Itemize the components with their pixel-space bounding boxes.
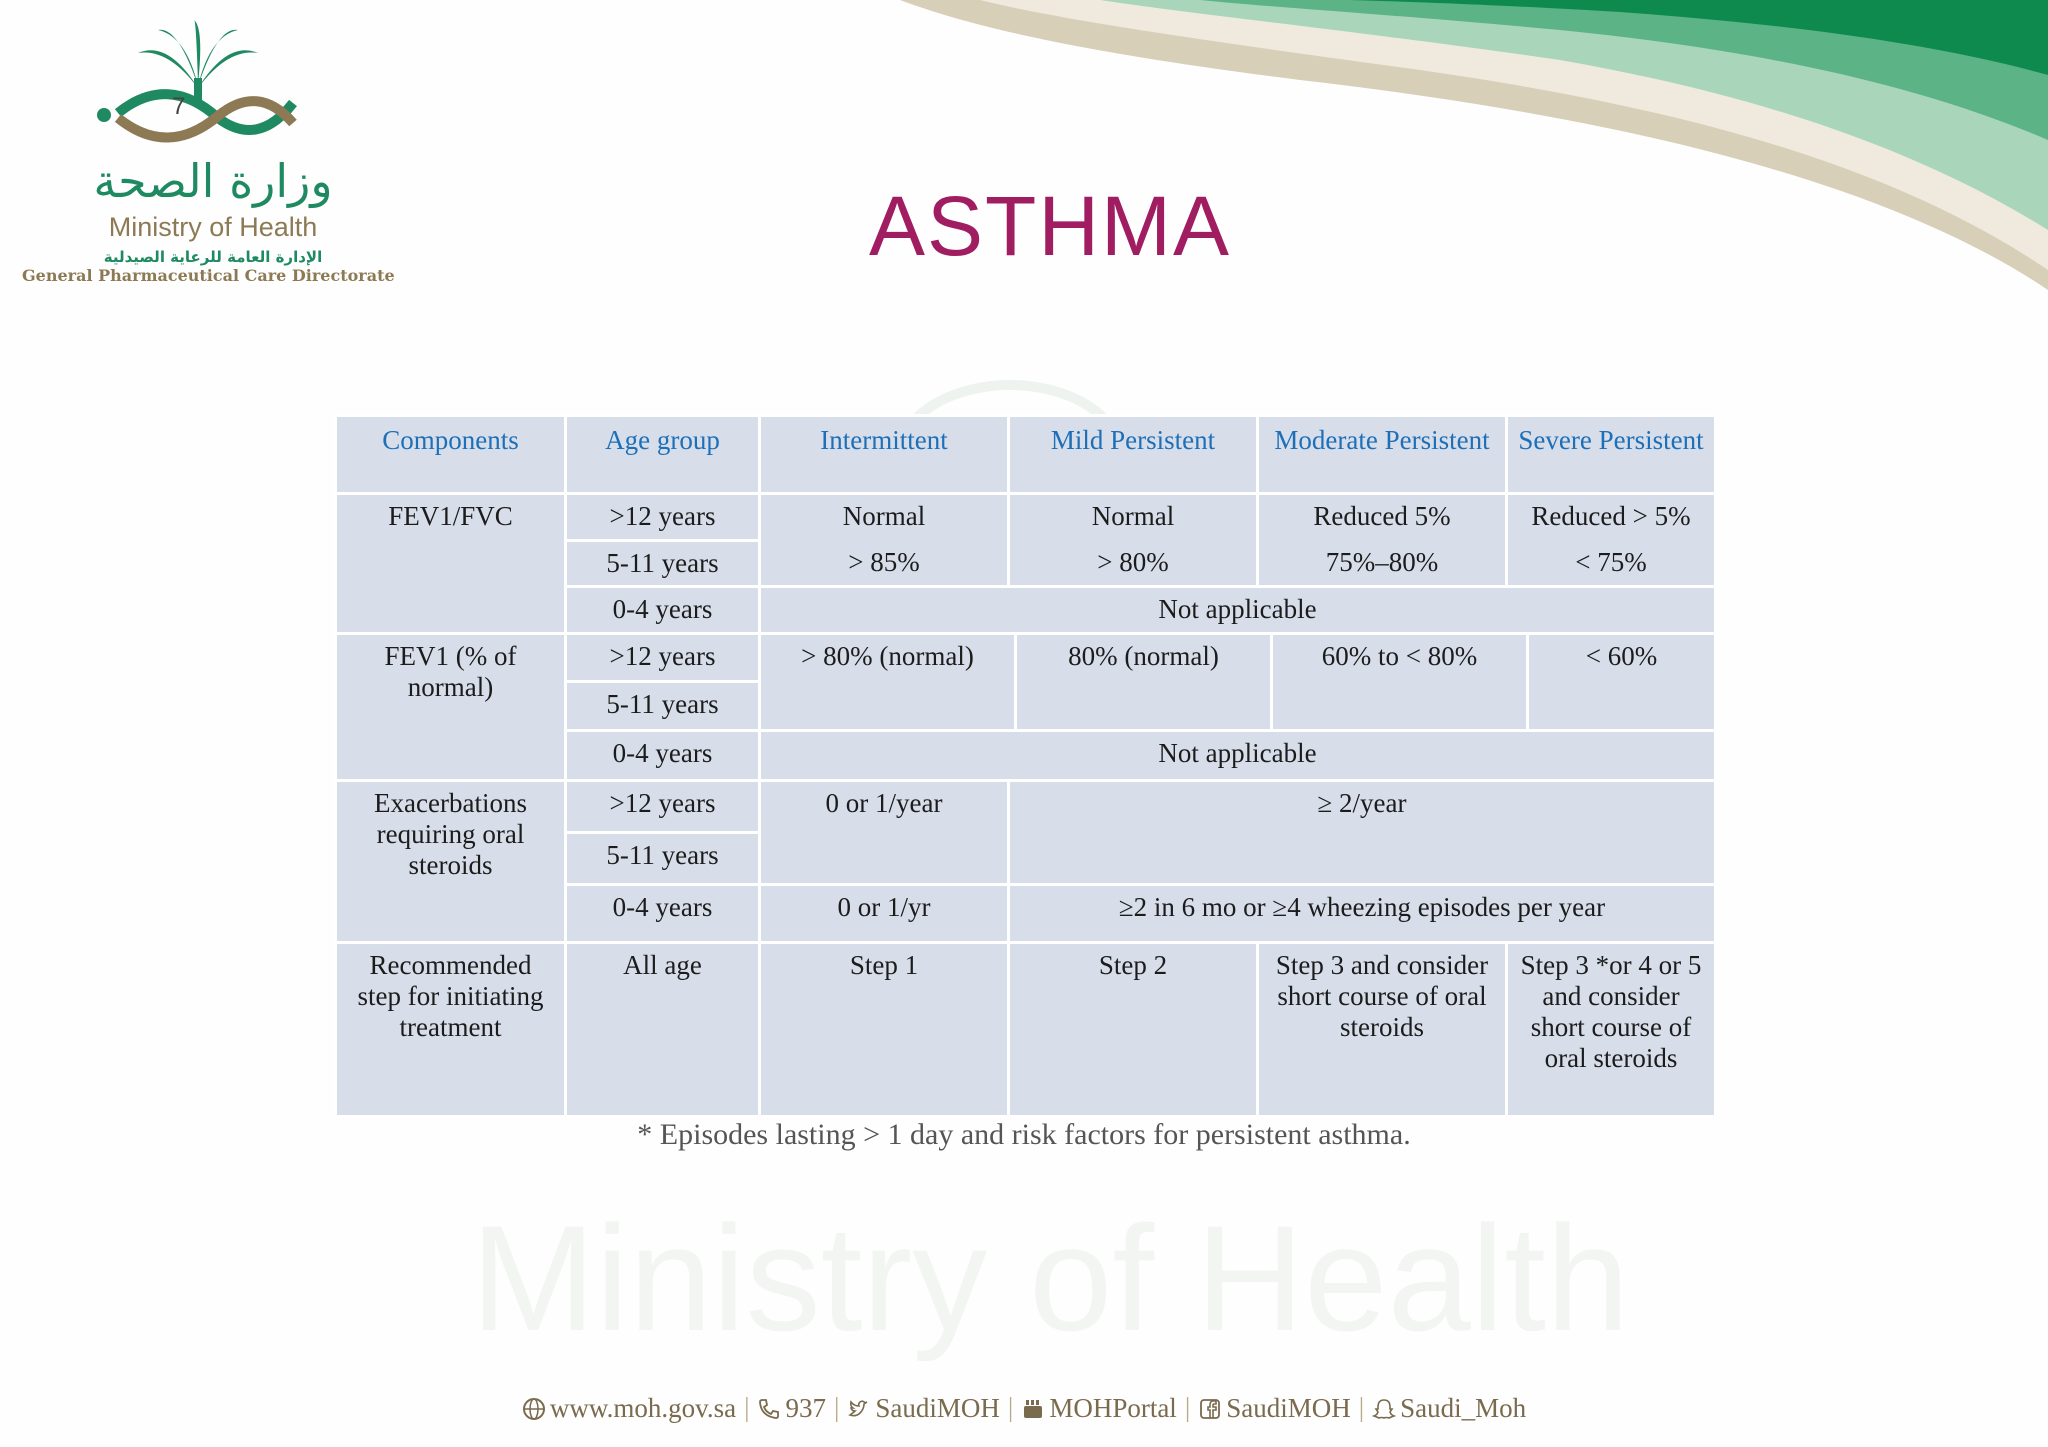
footer-website[interactable] [522, 1391, 736, 1424]
age-cell: >12 years [566, 634, 760, 682]
age-cell: All age [566, 942, 760, 1116]
age-cell: 0-4 years [566, 587, 760, 634]
header-age-group: Age group [566, 416, 760, 494]
fev1-values-subtable [761, 635, 1714, 729]
age-cell: 5-11 years [566, 832, 760, 884]
header-severe-persistent: Severe Persistent [1507, 416, 1716, 494]
table-cell: Step 3 *or 4 or 5 and consider short course of oral steroids [1507, 942, 1716, 1116]
footer-phone-text: 937 [785, 1393, 826, 1424]
component-treatment: Recommended step for initiating treatment [336, 942, 566, 1116]
table-header-row [336, 416, 1716, 494]
table-cell: Normal [760, 494, 1009, 541]
table-cell: Step 3 and consider short course of oral steroids [1258, 942, 1507, 1116]
footer-youtube-text: MOHPortal [1049, 1393, 1177, 1424]
footer-separator: | [1007, 1392, 1014, 1423]
header-intermittent: Intermittent [760, 416, 1009, 494]
footer-twitter-text: SaudiMOH [875, 1393, 1000, 1424]
table-cell-not-applicable: Not applicable [760, 731, 1716, 781]
footnote: * Episodes lasting > 1 day and risk factors for persistent asthma. [637, 1118, 1411, 1151]
age-cell: >12 years [566, 494, 760, 541]
header-components: Components [336, 416, 566, 494]
footer-facebook[interactable] [1198, 1391, 1351, 1424]
component-fev1fvc: FEV1/FVC [336, 494, 566, 634]
footer-separator: | [1358, 1392, 1365, 1423]
fev1-values-group [760, 634, 1716, 731]
footer-separator: | [1184, 1392, 1191, 1423]
svg-text:Ministry of Health: Ministry of Health [470, 1194, 1630, 1362]
age-cell: 0-4 years [566, 884, 760, 942]
footer-website-text: www.moh.gov.sa [549, 1393, 737, 1424]
footer-contacts [0, 1390, 2048, 1424]
footer-separator: | [744, 1392, 750, 1423]
table-cell: ≥2 in 6 mo or ≥4 wheezing episodes per year [1009, 884, 1716, 942]
age-cell: 0-4 years [566, 731, 760, 781]
logo-english-name: Ministry of Health [108, 212, 318, 242]
table-cell: < 75% [1507, 541, 1716, 587]
asthma-classification-table [334, 414, 1717, 1118]
logo-english-directorate: General Pharmaceutical Care Directorate [22, 266, 395, 285]
component-fev1: FEV1 (% of normal) [336, 634, 566, 781]
table-cell: Step 2 [1009, 942, 1258, 1116]
header-moderate-persistent: Moderate Persistent [1258, 416, 1507, 494]
footer-separator: | [833, 1392, 840, 1423]
age-cell: 5-11 years [566, 541, 760, 587]
table-cell: Reduced 5% [1258, 494, 1507, 541]
age-cell: >12 years [566, 781, 760, 832]
table-cell: < 60% [1528, 635, 1715, 729]
footer-twitter[interactable] [847, 1391, 1000, 1424]
table-cell: 0 or 1/yr [760, 884, 1009, 942]
table-row [336, 494, 1716, 541]
table-cell: 80% (normal) [1016, 635, 1272, 729]
table-cell: > 80% [1009, 541, 1258, 587]
footer-youtube[interactable] [1021, 1391, 1177, 1424]
table-cell: Reduced > 5% [1507, 494, 1716, 541]
table-cell: > 85% [760, 541, 1009, 587]
table-cell-not-applicable: Not applicable [760, 587, 1716, 634]
globe-icon [522, 1397, 546, 1421]
logo-arabic-directorate: الإدارة العامة للرعاية الصيدلية [103, 248, 323, 266]
header-mild-persistent: Mild Persistent [1009, 416, 1258, 494]
phone-icon [757, 1397, 781, 1421]
footer-facebook-text: SaudiMOH [1226, 1393, 1351, 1424]
table-cell: Normal [1009, 494, 1258, 541]
facebook-icon [1198, 1397, 1222, 1421]
footer-phone[interactable] [757, 1391, 826, 1424]
table-cell: ≥ 2/year [1009, 781, 1716, 884]
table-row [336, 781, 1716, 832]
palm-swords-emblem-icon [18, 18, 378, 158]
table-cell: Step 1 [760, 942, 1009, 1116]
twitter-icon [847, 1397, 871, 1421]
snapchat-icon [1372, 1397, 1396, 1421]
footer-snapchat-text: Saudi_Moh [1400, 1393, 1527, 1424]
table-row [336, 942, 1716, 1116]
table-cell: 0 or 1/year [760, 781, 1009, 884]
component-exacerbations: Exacerbations requiring oral steroids [336, 781, 566, 942]
table-row [336, 634, 1716, 682]
table-cell: 60% to < 80% [1272, 635, 1528, 729]
footer-snapchat[interactable] [1372, 1391, 1526, 1424]
youtube-icon [1021, 1397, 1045, 1421]
logo-arabic-name: وزارة الصحة [93, 154, 333, 208]
age-cell: 5-11 years [566, 681, 760, 731]
table-cell: > 80% (normal) [761, 635, 1016, 729]
slide-title: ASTHMA [868, 179, 1232, 273]
table-cell: 75%–80% [1258, 541, 1507, 587]
slide-number: 7 [172, 93, 186, 120]
